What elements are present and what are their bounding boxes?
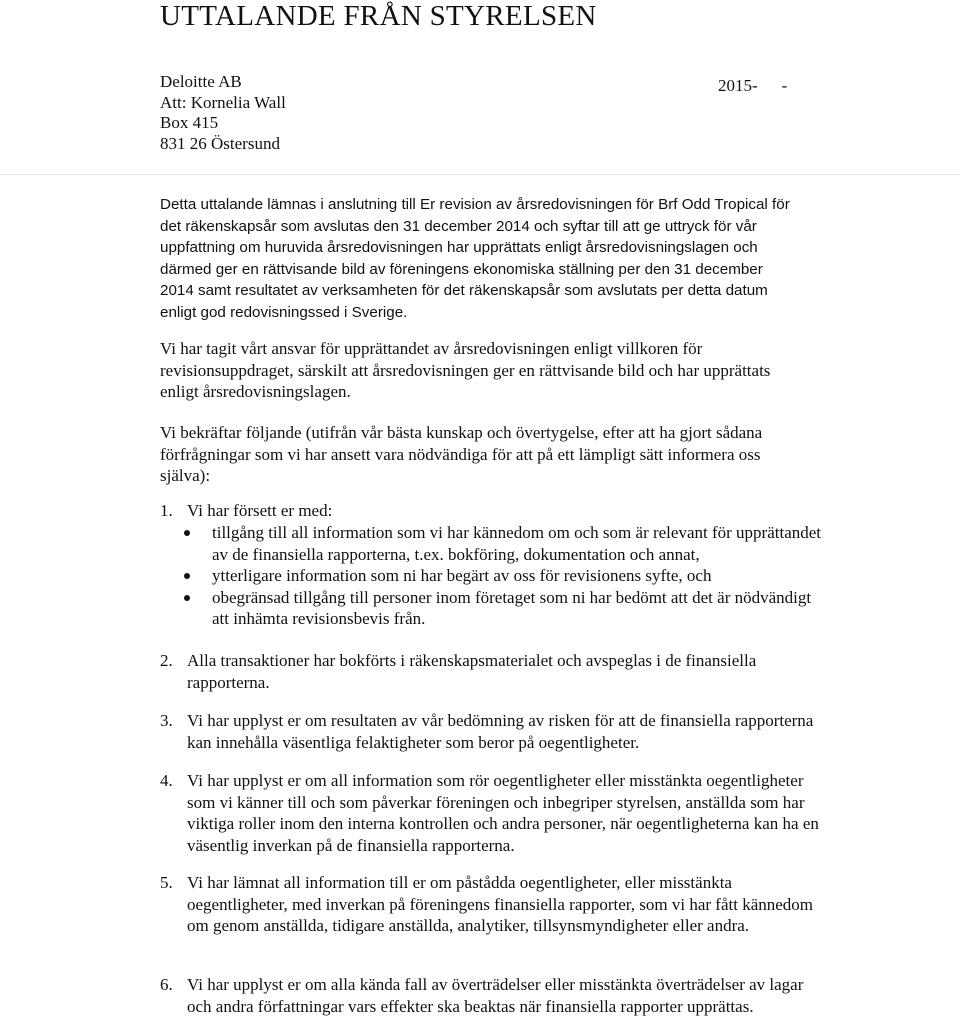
- bullet-text: obegränsad tillgång till personer inom företaget som ni har bedömt att det är nödvändigt att inhämta revisionsbevis från.: [212, 587, 812, 628]
- recipient-postal-city: 831 26 Östersund: [160, 133, 280, 153]
- recipient-attention: Att: Kornelia Wall: [160, 92, 286, 112]
- list-item-number: 1.: [160, 501, 173, 520]
- bullet-item: [184, 587, 824, 630]
- document-date: [718, 76, 787, 96]
- bullet-text: tillgång till all information som vi har kännedom om och som är relevant för upprättandet av de finansiella rapporterna, t.ex. bokföring, dokumentation och annat,: [212, 523, 822, 564]
- list-item-text: Vi har lämnat all information till er om påstådda oegentligheter, eller misstänkta oegentligheter, med inverkan på föreningens finansiella rapporter, som vi har fått kännedom om genom anställda, tidigare anställda, analytiker, tillsynsmyndigheter eller andra.: [187, 873, 814, 935]
- list-item-number: 6.: [160, 975, 173, 994]
- intro-paragraph: Detta uttalande lämnas i anslutning till Er revision av årsredovisningen för Brf Odd Tropical för det räkenskapsår som avslutas den 31 december 2014 och syftar till att ge uttryck för vår uppfattning om huruvida årsredovisningen har upprättats enligt årsredovisningslagen och därmed ger en rättvisande bild av föreningens ekonomiska ställning per den 31 december 2014 samt resultatet av verksamheten för det räkenskapsår som avslutats per detta datum enligt god redovisningssed i Sverige.: [160, 196, 790, 321]
- responsibility-paragraph: Vi har tagit vårt ansvar för upprättandet av årsredovisningen enligt villkoren för revisionsuppdraget, särskilt att årsredovisningen ger en rättvisande bild och har upprättats enligt årsredovisningslagen.: [160, 339, 771, 401]
- list-item-number: 2.: [160, 651, 173, 670]
- date-dash: -: [781, 76, 788, 95]
- list-item-text: Vi har försett er med:: [187, 501, 333, 520]
- document-title: UTTALANDE FRÅN STYRELSEN: [160, 0, 597, 32]
- date-year: 2015-: [718, 76, 758, 95]
- confirmation-paragraph: Vi bekräftar följande (utifrån vår bästa kunskap och övertygelse, efter att ha gjort sådana förfrågningar som vi har ansett vara nödvändiga för att på ett lämpligt sätt informera oss själva):: [160, 423, 763, 485]
- list-item-number: 5.: [160, 873, 173, 892]
- bullet-icon: [184, 573, 190, 579]
- recipient-box: Box 415: [160, 113, 219, 132]
- list-item-number: 4.: [160, 771, 173, 790]
- bullet-item: [184, 565, 824, 587]
- recipient-address: [160, 72, 286, 154]
- bullet-list: [184, 522, 824, 630]
- bullet-icon: [184, 530, 190, 536]
- bullet-icon: [184, 595, 190, 601]
- bullet-text: ytterligare information som ni har begärt av oss för revisionens syfte, och: [212, 566, 712, 585]
- recipient-company: Deloitte AB: [160, 72, 242, 91]
- page-divider: [0, 174, 960, 175]
- list-item-number: 3.: [160, 711, 173, 730]
- list-item-text: Vi har upplyst er om all information som rör oegentligheter eller misstänkta oegentligheter som vi känner till och som påverkar föreningen och inbegriper styrelsen, anställda som har viktiga roller inom den interna kontrollen och andra personer, när oegentligheterna kan ha en väsentlig inverkan på de finansiella rapporterna.: [187, 771, 819, 855]
- list-item-text: Alla transaktioner har bokförts i räkenskapsmaterialet och avspeglas i de finansiella rapporterna.: [187, 651, 757, 692]
- list-item-text: Vi har upplyst er om alla kända fall av överträdelser eller misstänkta överträdelser av lagar och andra författningar vars effekter ska beaktas när finansiella rapporter upprättas.: [187, 975, 804, 1016]
- list-item-text: Vi har upplyst er om resultaten av vår bedömning av risken för att de finansiella rapporterna kan innehålla väsentliga felaktigheter som beror på oegentligheter.: [187, 711, 814, 752]
- bullet-item: [184, 522, 824, 565]
